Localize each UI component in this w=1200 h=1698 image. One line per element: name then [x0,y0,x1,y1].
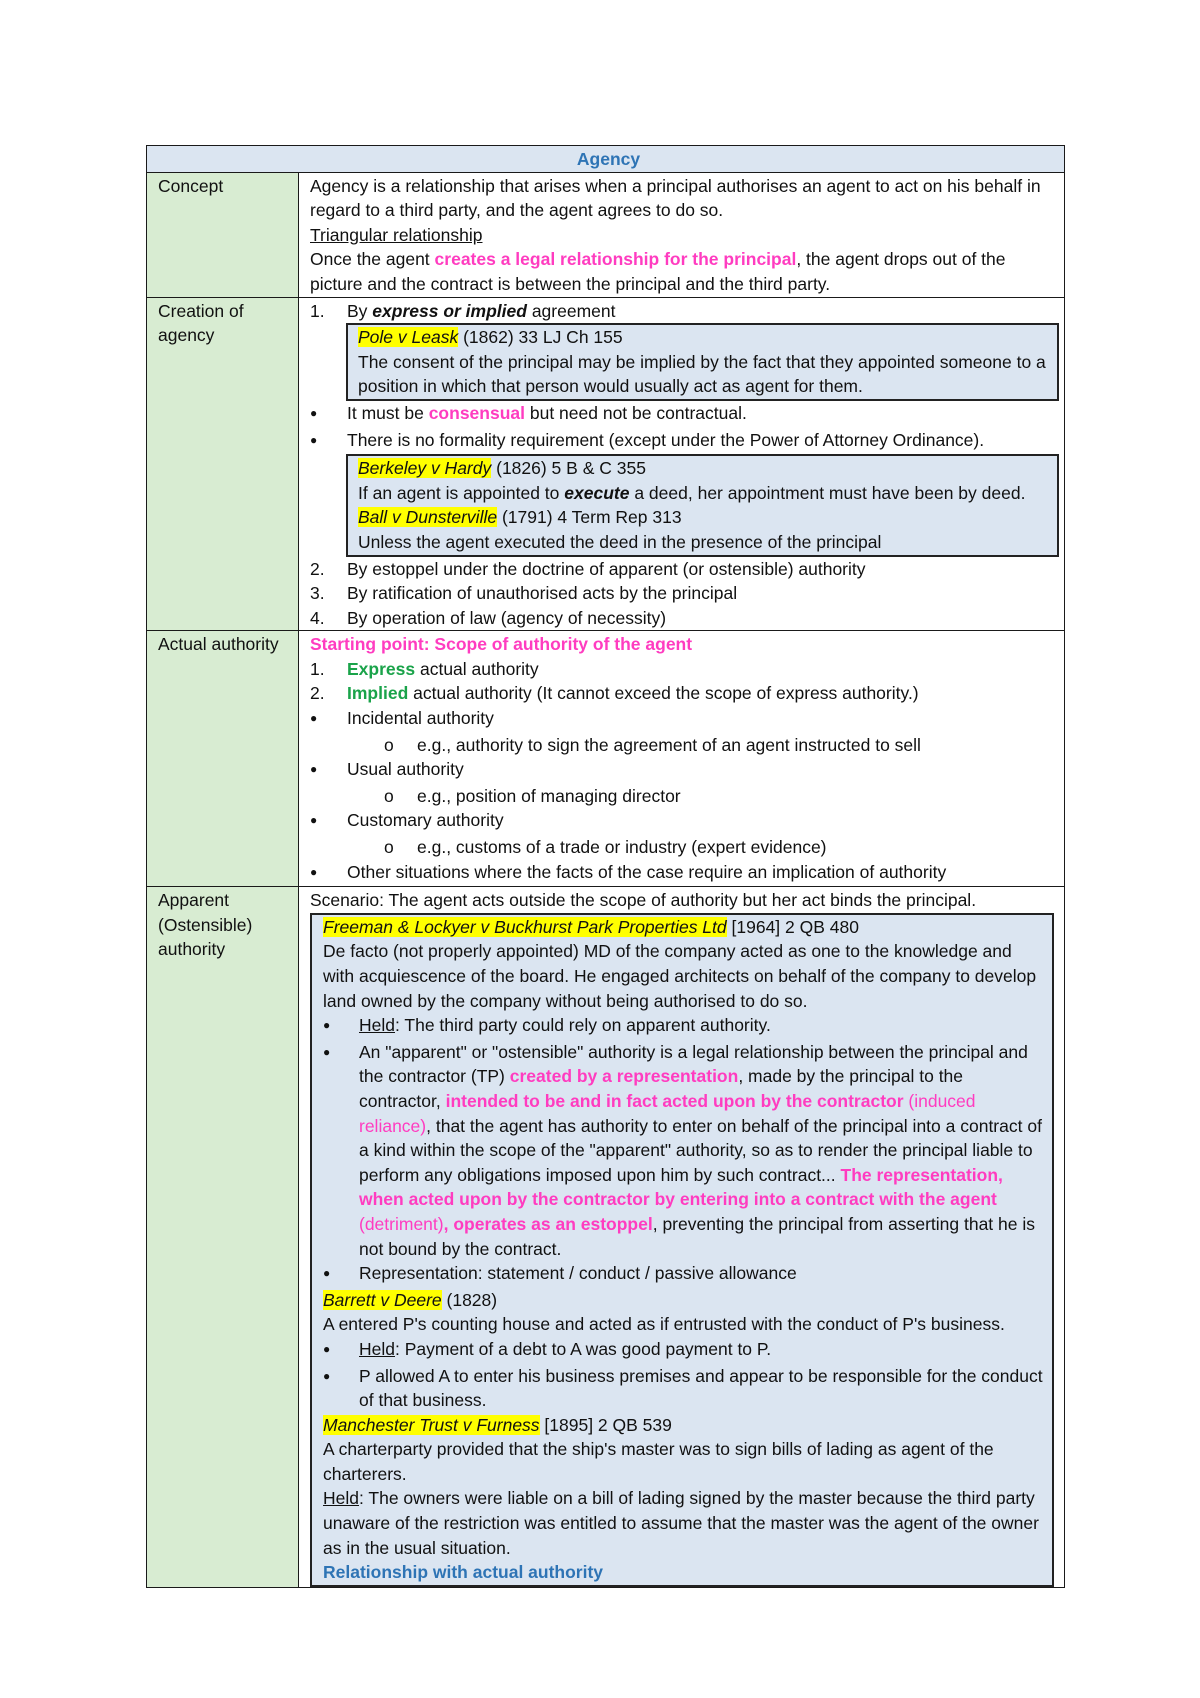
concept-triangular: Triangular relationship [310,224,483,245]
case-text [358,481,1051,506]
text-run: , that the agent has authority to enter on behalf of the principal into a contract of a kind within the scope of the "apparent" authority, so as to render the principal liable to perform any obligations imposed upon him by such contract... [359,1115,1042,1185]
bullet-icon [323,1040,359,1261]
bullet-icon [323,1013,359,1040]
list-text: By estoppel under the doctrine of apparent (or ostensible) authority [347,558,866,579]
case-text: The consent of the principal may be implied by the fact that they appointed someone to a position in which that person would usually act as agent for them. [358,351,1046,397]
list-item [310,757,1059,784]
list-item [310,581,1059,606]
case-box-berkeley-ball [346,454,1059,556]
list-text: By operation of law (agency of necessity) [347,607,667,628]
concept-content [299,172,1065,297]
text-run: : The owners were liable on a bill of lading signed by the master because the third party unaware of the restriction was entitled to assume that the master was the agent of the owner as in the usual situation. [323,1488,1039,1558]
list-text [359,1337,771,1364]
list-text: Customary authority [347,810,504,831]
list-item [323,1337,1046,1364]
held-label: Held [359,1338,395,1359]
text-run: It must be [347,402,429,423]
list-item [310,299,1059,324]
apparent-row [147,887,1065,1588]
creation-content [299,297,1065,631]
bullet-icon [310,428,347,455]
emphasis-text: consensual [428,402,525,423]
section-heading: Starting point: Scope of authority of the agent [310,634,693,655]
sub-list-item [310,733,1059,758]
concept-once-agent [310,247,1059,296]
list-text [347,299,615,324]
case-cite: [1895] 2 QB 539 [539,1414,672,1435]
scenario-text: Scenario: The agent acts outside the scope of authority but her act binds the principal. [310,890,977,911]
list-text [347,681,919,706]
case-box-pole-v-leask [346,323,1059,401]
concept-definition: Agency is a relationship that arises when a principal authorises an agent to act on his behalf in regard to a third party, and the agent agrees to do so. [310,175,1041,221]
list-text: e.g., position of managing director [417,785,681,806]
list-item [323,1261,1046,1288]
case-cite: (1791) 4 Term Rep 313 [497,507,682,528]
list-item [323,1040,1046,1261]
concept-label: Concept [147,172,299,297]
list-item [310,808,1059,835]
bullet-icon [310,706,347,733]
case-name: Freeman & Lockyer v Buckhurst Park Properties Ltd [323,916,727,937]
case-text: Unless the agent executed the deed in the presence of the principal [358,531,882,552]
list-item [310,557,1059,582]
list-text: Incidental authority [347,708,494,729]
list-text: P allowed A to enter his business premises and appear to be responsible for the conduct of that business. [359,1365,1043,1411]
sub-bullet-icon: o [384,837,394,858]
case-name: Ball v Dunsterville [358,507,498,528]
list-text: Other situations where the facts of the case require an implication of authority [347,861,947,882]
sub-bullet-icon: o [384,734,394,755]
emphasis-text: (detriment) [359,1213,444,1234]
agency-notes-table [146,145,1065,1588]
list-text [359,1013,771,1040]
case-text: A charterparty provided that the ship's master was to sign bills of lading as agent of the charterers. [323,1439,994,1484]
emphasis-text: created by a representation [509,1066,739,1087]
list-text: e.g., authority to sign the agreement of an agent instructed to sell [417,734,921,755]
case-text: De facto (not properly appointed) MD of the company acted as one to the knowledge and with acquiescence of the board. He engaged architects on behalf of the company to develop land owned by the company without being authorised to do so. [323,941,1037,1011]
concept-row [147,172,1065,297]
case-citation [358,456,1051,481]
bullet-icon [310,808,347,835]
list-text: Usual authority [347,759,464,780]
text-run: Once the agent [310,249,435,270]
emphasis-text: intended to be and in fact acted upon by the contractor [445,1090,904,1111]
case-held [323,1486,1046,1560]
list-number: 4. [310,607,325,628]
bullet-icon [323,1261,359,1288]
case-name: Manchester Trust v Furness [323,1414,540,1435]
list-item [310,681,1059,706]
list-item [310,860,1059,887]
list-number: 2. [310,558,325,579]
bullet-icon [310,860,347,887]
text-run: actual authority [415,658,539,679]
apparent-label: Apparent (Ostensible) authority [147,887,299,1588]
case-name: Berkeley v Hardy [358,458,492,479]
table-title: Agency [147,146,1065,173]
relationship-heading: Relationship with actual authority [323,1562,604,1583]
case-text: A entered P's counting house and acted as if entrusted with the conduct of P's business. [323,1314,1005,1335]
case-name: Pole v Leask [358,327,459,348]
notes-page [146,145,1064,1588]
emphasis-text: Implied [347,683,409,704]
sub-list-item [310,784,1059,809]
text-run: actual authority (It cannot exceed the scope of express authority.) [408,683,919,704]
emphasis-text: Express [347,658,416,679]
case-citation [358,505,1051,530]
list-number: 1. [310,300,325,321]
list-item [310,428,1059,455]
case-citation [323,1413,1046,1438]
case-cite: [1964] 2 QB 480 [726,916,859,937]
bullet-icon [323,1364,359,1413]
case-box-apparent-authority [310,913,1054,1587]
emphasis-text: execute [564,482,630,503]
actual-row [147,631,1065,887]
bullet-icon [323,1337,359,1364]
text-run: a deed, her appointment must have been by deed. [629,482,1026,503]
creation-label: Creation of agency [147,297,299,631]
emphasis-text: creates a legal relationship for the principal [434,249,797,270]
actual-label: Actual authority [147,631,299,887]
text-run: agreement [526,300,616,321]
list-item [310,401,1059,428]
text-run: By [347,300,373,321]
apparent-content [299,887,1065,1588]
list-text [347,401,747,428]
text-run: An "apparent" or "ostensible" authority is a legal relationship between the principal and the contractor (TP) [359,1041,1028,1087]
list-text: e.g., customs of a trade or industry (expert evidence) [417,837,827,858]
text-run: , preventing the principal from asserting that he is not bound by the contract. [359,1213,1036,1259]
text-run: : The third party could rely on apparent authority. [395,1015,771,1036]
text-run: , made by the principal to the contractor, [359,1066,964,1111]
creation-row [147,297,1065,631]
list-number: 2. [310,683,325,704]
list-number: 1. [310,658,325,679]
text-run: , the agent drops out of the picture and the contract is between the principal and the third party. [310,249,1006,294]
emphasis-text: The representation, when acted upon by the contractor by entering into a contract with the agent [359,1164,1003,1210]
sub-list-item [310,835,1059,860]
case-cite: (1826) 5 B & C 355 [491,458,646,479]
case-citation [358,325,1051,350]
emphasis-text: , operates as an estoppel [443,1213,653,1234]
case-citation [323,1288,1046,1313]
list-item [310,606,1059,631]
sub-bullet-icon: o [384,785,394,806]
text-run: : Payment of a debt to A was good payment to P. [395,1338,772,1359]
list-item [310,706,1059,733]
list-number: 3. [310,583,325,604]
held-label: Held [323,1488,359,1509]
list-text: By ratification of unauthorised acts by the principal [347,583,738,604]
list-text: Representation: statement / conduct / passive allowance [359,1263,797,1284]
text-run: but need not be contractual. [525,402,747,423]
list-text: There is no formality requirement (except under the Power of Attorney Ordinance). [347,429,985,450]
list-item [310,657,1059,682]
actual-content [299,631,1065,887]
bullet-icon [310,401,347,428]
case-name: Barrett v Deere [323,1289,442,1310]
case-citation [323,915,1046,940]
emphasis-text: (induced reliance) [359,1090,976,1136]
quote-text [359,1040,1046,1261]
list-item [323,1364,1046,1413]
bullet-icon [310,757,347,784]
text-run: If an agent is appointed to [358,482,565,503]
case-cite: (1862) 33 LJ Ch 155 [458,327,623,348]
case-cite: (1828) [441,1289,498,1310]
list-item [323,1013,1046,1040]
title-row [147,146,1065,173]
emphasis-text: express or implied [372,300,527,321]
list-text [347,657,539,682]
held-label: Held [359,1015,395,1036]
